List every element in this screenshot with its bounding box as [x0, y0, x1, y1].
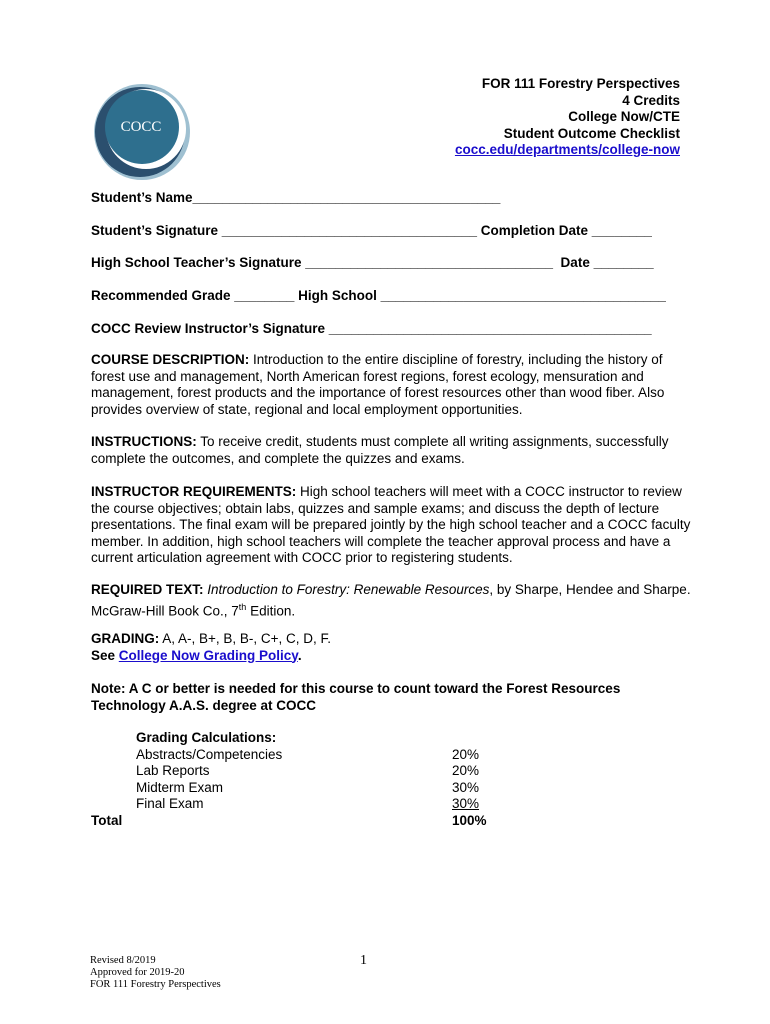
instructor-requirements-label: INSTRUCTOR REQUIREMENTS:	[91, 484, 297, 499]
grade-item-pct: 30%	[452, 796, 480, 811]
required-text-label: REQUIRED TEXT:	[91, 582, 204, 597]
course-title: FOR 111 Forestry Perspectives	[481, 76, 680, 91]
document-header	[455, 76, 680, 159]
reviewer-signature-field[interactable]: COCC Review Instructor’s Signature ___________________________________________	[91, 321, 652, 336]
footer-course: FOR 111 Forestry Perspectives	[90, 979, 221, 990]
document-type: Student Outcome Checklist	[503, 125, 680, 141]
logo-text: COCC	[120, 119, 162, 135]
grade-total-pct: 100%	[452, 812, 487, 828]
grade-item-label: Midterm Exam	[136, 779, 224, 795]
course-description-label: COURSE DESCRIPTION:	[91, 352, 250, 367]
college-now-link[interactable]: cocc.edu/departments/college-now	[454, 142, 680, 157]
grade-item-pct: 30%	[452, 779, 480, 795]
grading	[91, 631, 691, 664]
instructions-label: INSTRUCTIONS:	[91, 434, 197, 449]
grading-scale: A, A-, B+, B, B-, C+, C, D, F.	[159, 631, 332, 646]
required-text	[91, 582, 691, 620]
grading-label: GRADING:	[91, 631, 160, 646]
grade-item-label: Lab Reports	[136, 763, 210, 778]
grade-item-pct: 20%	[452, 763, 480, 778]
course-description-text: Introduction to the entire discipline of forestry, including the history of forest use and management, North American forest regions, forest ecology, mensuration and management, forest products and the importance of forest resources other than wood fiber. Also provides overview of state, regional and local employment opportunities.	[91, 352, 665, 417]
student-signature-field[interactable]: Student’s Signature __________________________________ Completion Date ________	[91, 223, 652, 238]
grading-see: See	[91, 647, 119, 663]
instructions	[91, 434, 691, 467]
program-name: College Now/CTE	[568, 109, 680, 124]
textbook-title: Introduction to Forestry: Renewable Resources	[207, 582, 490, 597]
edition-superscript: th	[238, 601, 247, 612]
teacher-signature-field[interactable]: High School Teacher’s Signature _________________________________ Date ________	[91, 255, 654, 270]
grade-item-label: Final Exam	[136, 796, 204, 811]
instructions-text: To receive credit, students must complete all writing assignments, successfully complete the outcomes, and complete the quizzes and exams.	[91, 434, 669, 466]
student-name-field[interactable]: Student’s Name_________________________________________	[91, 190, 501, 205]
recommended-grade-field[interactable]: Recommended Grade ________ High School ______________________________________	[91, 288, 666, 303]
revised-date: Revised 8/2019	[90, 955, 156, 966]
grading-policy-link[interactable]: College Now Grading Policy	[118, 647, 298, 663]
approved-year: Approved for 2019-20	[90, 967, 185, 978]
grading-period: .	[297, 647, 302, 663]
credits: 4 Credits	[622, 92, 680, 108]
textbook-edition: Edition.	[246, 603, 296, 618]
page-number: 1	[360, 953, 367, 968]
instructor-requirements-text: High school teachers will meet with a COCC instructor to review the course objectives; obtain labs, quizzes and sample exams; and discuss the depth of lecture presentations. The final exam will be prepared jointly by the high school teacher and a COCC faculty member. In addition, high school teachers will complete the teacher approval process and have a current articulation agreement with COCC prior to registering students.	[91, 484, 691, 565]
course-description	[91, 352, 691, 418]
textbook-details: , by Sharpe, Hendee and Sharpe. McGraw-Hill Book Co., 7	[91, 582, 691, 618]
grade-total-label: Total	[91, 812, 123, 828]
degree-note: Note: A C or better is needed for this course to count toward the Forest Resources Technology A.A.S. degree at COCC	[91, 681, 621, 713]
grade-item-pct: 20%	[452, 746, 480, 762]
cocc-logo	[90, 82, 195, 182]
instructor-requirements	[91, 484, 691, 567]
document-footer	[90, 955, 221, 991]
grading-calculations-title: Grading Calculations:	[136, 730, 277, 745]
grade-item-label: Abstracts/Competencies	[136, 746, 283, 762]
